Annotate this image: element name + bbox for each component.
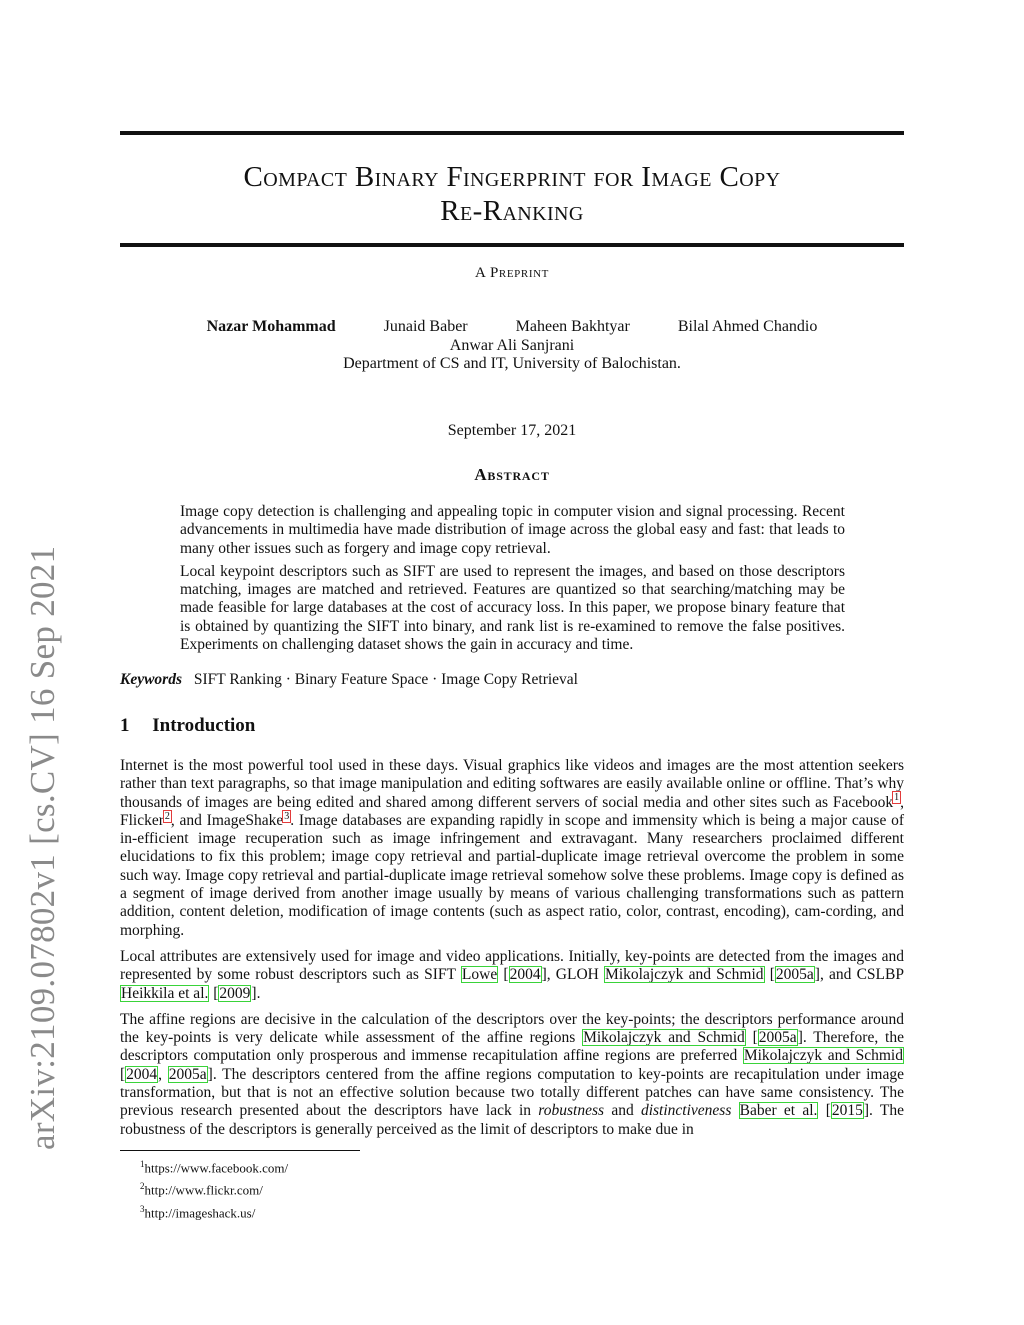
author-2: Junaid Baber xyxy=(383,318,468,335)
section-body xyxy=(120,757,904,1147)
title-line-1: Compact Binary Fingerprint for Image Copy xyxy=(243,161,781,193)
citation-year-link[interactable]: 2015 xyxy=(831,1102,863,1120)
footnote-rule xyxy=(120,1150,360,1151)
title-bottom-rule xyxy=(120,243,904,247)
footnote-1: $^1$https://www.facebook.com/ xyxy=(140,1159,289,1176)
body-paragraph-1: Internet is the most powerful tool used in these days. Visual graphics like videos and images are the most attention seekers rather than text paragraphs, so that image manipulation and editing softwares are easily available online or offline. That’s why thousands of images are being edited and shared among different servers of social media and other sites such as Facebook$^1$, Flicker$^2$, and ImageShake$^3$. Image databases are expanding rapidly in scope and immensity which is being a major cause of in-efficient image recuperation such as image infringement and extravagant. Many researchers proclaimed different elucidations to fix this problem; image copy retrieval and partial-duplicate image retrieval overcome the problem in some such way. Image copy retrieval and partial-duplicate image retrieval somehow solve these problems. Image copy is defined as a segment of image derived from another image usually by means of various challenging transformations such as pattern addition, content deletion, modification of image contents (such as aspect ratio, color, contrast, encoding), cam-cording, and morphing. xyxy=(120,757,904,939)
title-top-rule xyxy=(120,131,904,135)
citation-year-link[interactable]: 2005a xyxy=(758,1029,797,1047)
preprint-label: A Preprint xyxy=(475,265,549,281)
keywords xyxy=(120,671,904,689)
footnotes xyxy=(140,1155,288,1222)
keywords-label: Keywords xyxy=(120,671,182,688)
footnote-link-2[interactable]: 2 xyxy=(164,810,170,822)
body-paragraph-3: The affine regions are decisive in the calculation of the descriptors over the key-points; the descriptors performance around the key-points is very delicate while assessment of the affine regions Mikolajczyk and Schmid [2005a]. Therefore, the descriptors computation only prosperous and immense recapitulation affine regions are preferred Mikolajczyk and Schmid [2004, 2005a]. The descriptors centered from the affine regions computation to key-points are recapitulation under image transformation, but that is not an effective solution because two totally different patches can have same consistency. The previous research presented about the descriptors have lack in robustness and distinctiveness Baber et al. [2015]. The robustness of the descriptors is generally perceived as the limit of descriptors to make due in xyxy=(120,1010,904,1138)
citation-year-link[interactable]: 2005a xyxy=(168,1065,207,1083)
section-title: Introduction xyxy=(152,715,256,736)
citation-link[interactable]: Heikkila et al. xyxy=(121,984,209,1002)
authors-row xyxy=(120,318,904,336)
abstract-paragraph-1: Image copy detection is challenging and appealing topic in computer vision and signal processing. Recent advancements in multimedia have made distribution of image across the global easy and fast: that leads to many other issues such as forgery and image copy retrieval. xyxy=(180,503,845,557)
abstract-heading: Abstract xyxy=(474,465,550,484)
abstract xyxy=(180,503,845,659)
footnote-link-1[interactable]: 1 xyxy=(894,792,900,804)
citation-link[interactable]: Mikolajczyk and Schmid xyxy=(583,1029,745,1047)
citation-link[interactable]: Mikolajczyk and Schmid xyxy=(605,966,764,984)
author-5: Anwar Ali Sanjrani xyxy=(449,337,575,354)
citation-link[interactable]: Lowe xyxy=(461,966,498,984)
author-4: Bilal Ahmed Chandio xyxy=(677,318,818,335)
citation-year-link[interactable]: 2004 xyxy=(126,1065,158,1083)
footnote-link-3[interactable]: 3 xyxy=(284,810,290,822)
keywords-text: SIFT Ranking · Binary Feature Space · Image Copy Retrieval xyxy=(193,671,578,688)
citation-year-link[interactable]: 2005a xyxy=(775,966,814,984)
arxiv-stamp-text: arXiv:2109.07802v1 [cs.CV] 16 Sep 2021 xyxy=(23,545,62,1150)
author-1: Nazar Mohammad xyxy=(206,318,336,335)
title-line-2: Re-Ranking xyxy=(440,195,584,227)
citation-link[interactable]: Baber et al. xyxy=(739,1102,818,1120)
citation-year-link[interactable]: 2004 xyxy=(509,966,541,984)
citation-link[interactable]: Mikolajczyk and Schmid xyxy=(743,1047,903,1065)
date: September 17, 2021 xyxy=(447,422,577,439)
citation-year-link[interactable]: 2009 xyxy=(219,984,251,1002)
author-3: Maheen Bakhtyar xyxy=(515,318,630,335)
footnote-3: $^3$http://imageshack.us/ xyxy=(140,1203,256,1220)
abstract-paragraph-2: Local keypoint descriptors such as SIFT are used to represent the images, and based on those descriptors matching, images are matched and retrieved. Features are quantized so that searching/matching may be made feasible for large databases at the cost of accuracy loss. In this paper, we propose binary feature that is obtained by quantizing the SIFT into binary, and rank list is re-examined to remove the false positives. Experiments on challenging dataset shows the gain in accuracy and time. xyxy=(180,562,845,654)
footnote-2: $^2$http://www.flickr.com/ xyxy=(140,1181,263,1198)
section-heading xyxy=(120,715,255,737)
affiliation: Department of CS and IT, University of Balochistan. xyxy=(343,355,681,372)
body-paragraph-2: Local attributes are extensively used for image and video applications. Initially, key-points are detected from the images and represented by some robust descriptors such as SIFT Lowe [2004], GLOH Mikolajczyk and Schmid [2005a], and CSLBP Heikkila et al. [2009]. xyxy=(120,947,904,1002)
section-number: 1 xyxy=(120,715,130,736)
paper-title xyxy=(120,160,904,228)
